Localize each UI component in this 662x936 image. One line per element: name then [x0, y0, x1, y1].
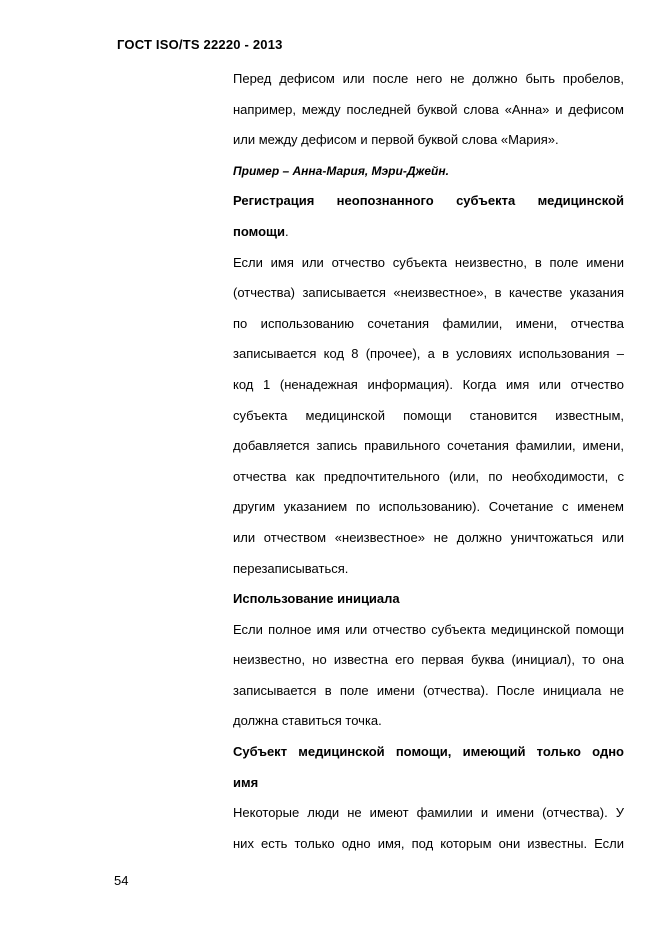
body-line: Некоторые люди не имеют фамилии и имени (отчества). У [233, 805, 624, 821]
body-line: субъекта медицинской помощи становится известным, [233, 407, 624, 423]
section-heading: Использование инициала [233, 591, 400, 607]
body-line: записывается в поле имени (отчества). После инициала не [233, 682, 624, 698]
body-line: записывается код 8 (прочее), а в условиях использования – [233, 346, 624, 362]
document-body [233, 66, 624, 861]
body-line: Перед дефисом или после него не должно быть пробелов, [233, 71, 624, 86]
section-heading: Регистрация неопознанного субъекта медицинской [233, 193, 624, 209]
heading-word: помощи [233, 223, 285, 239]
example-line: Пример – Анна-Мария, Мэри-Джейн. [233, 163, 449, 178]
section-heading: Субъект медицинской помощи, имеющий только одно [233, 744, 624, 760]
body-line: них есть только одно имя, под которым они известны. Если [233, 835, 624, 851]
body-line: код 1 (ненадежная информация). Когда имя или отчество [233, 376, 624, 392]
body-line: должна ставиться точка. [233, 713, 382, 729]
heading-period: . [284, 223, 289, 239]
page-number: 54 [114, 873, 129, 888]
body-line: неизвестно, но известна его первая буква (инициал), то она [233, 652, 624, 668]
body-line: добавляется запись правильного сочетания фамилии, имени, [233, 438, 624, 454]
body-line: (отчества) записывается «неизвестное», в качестве указания [233, 285, 624, 301]
body-line: отчества как предпочтительного (или, по необходимости, с [233, 468, 624, 484]
body-line: или между дефисом и первой буквой слова «Мария». [233, 132, 559, 148]
section-heading-end: имя [233, 774, 259, 790]
body-line: или отчеством «неизвестное» не должно уничтожаться или [233, 529, 624, 545]
section-heading-end [233, 219, 624, 250]
document-header: ГОСТ ISO/TS 22220 - 2013 [117, 37, 283, 52]
body-line: другим указанием по использованию). Сочетание с именем [233, 499, 624, 515]
body-line: Если полное имя или отчество субъекта медицинской помощи [233, 621, 624, 637]
body-line: Если имя или отчество субъекта неизвестно, в поле имени [233, 254, 624, 270]
body-line: по использованию сочетания фамилии, имени, отчества [233, 315, 624, 331]
body-line: перезаписываться. [233, 560, 349, 576]
body-line: например, между последней буквой слова «Анна» и дефисом [233, 101, 624, 117]
